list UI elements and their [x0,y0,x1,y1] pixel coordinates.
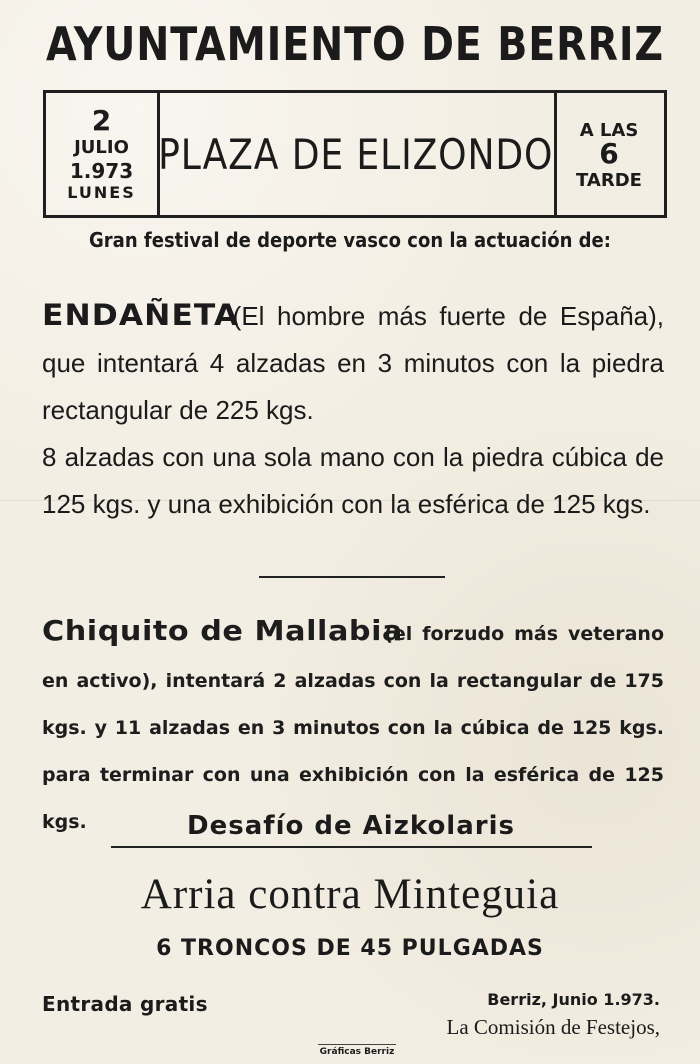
festival-intro: Gran festival de deporte vasco con la actuación de: [89,228,611,252]
printer-credit: Gráficas Berriz [318,1044,396,1057]
main-act-description: (El hombre más fuerte de España), que intentará 4 alzadas en 3 minutos con la piedra rectangular de 225 kgs. [42,301,664,425]
challenge-logs: 6 TRONCOS DE 45 PULGADAS [156,936,544,961]
event-info-box [43,90,667,218]
main-act-name: ENDAÑETA [42,298,240,332]
festival-commission: La Comisión de Festejos, [446,1015,660,1039]
second-act-name: Chiquito de Mallabia [42,614,403,647]
event-day: 2 [91,104,112,137]
event-date-cell [46,93,160,215]
main-act-section [42,292,664,528]
event-time-prefix: A LAS [579,120,639,141]
event-time-period: TARDE [576,170,642,191]
event-place-cell [157,93,557,215]
event-weekday: LUNES [67,183,136,202]
event-place: PLAZA DE ELIZONDO [157,129,554,179]
event-time-cell [554,93,664,215]
main-act-paragraph-1 [42,292,664,434]
footer-signature-block [410,990,660,1040]
challenge-title: Desafío de Aizkolaris [187,811,515,841]
section-divider [259,576,445,578]
main-act-paragraph-2: 8 alzadas con una sola mano con la piedra cúbica de 125 kgs. y una exhibición con la esférica de 125 kgs. [42,442,664,519]
event-year: 1.973 [69,159,134,183]
second-act-description: (el forzudo más veterano en activo), intentará 2 alzadas con la rectangular de 175 kgs. y 11 alzadas en 3 minutos con la cúbica de 125 kgs. para terminar con una exhibición con la esférica de 125 kgs. [42,623,664,833]
event-hour: 6 [599,137,619,170]
poster-title: AYUNTAMIENTO DE BERRIZ [46,17,664,71]
challenge-opponents: Arria contra Minteguia [140,871,560,918]
footer-date: Berriz, Junio 1.973. [487,990,660,1009]
challenge-underline [111,846,592,848]
free-entry-text: Entrada gratis [42,992,208,1016]
event-month: JULIO [74,137,129,158]
